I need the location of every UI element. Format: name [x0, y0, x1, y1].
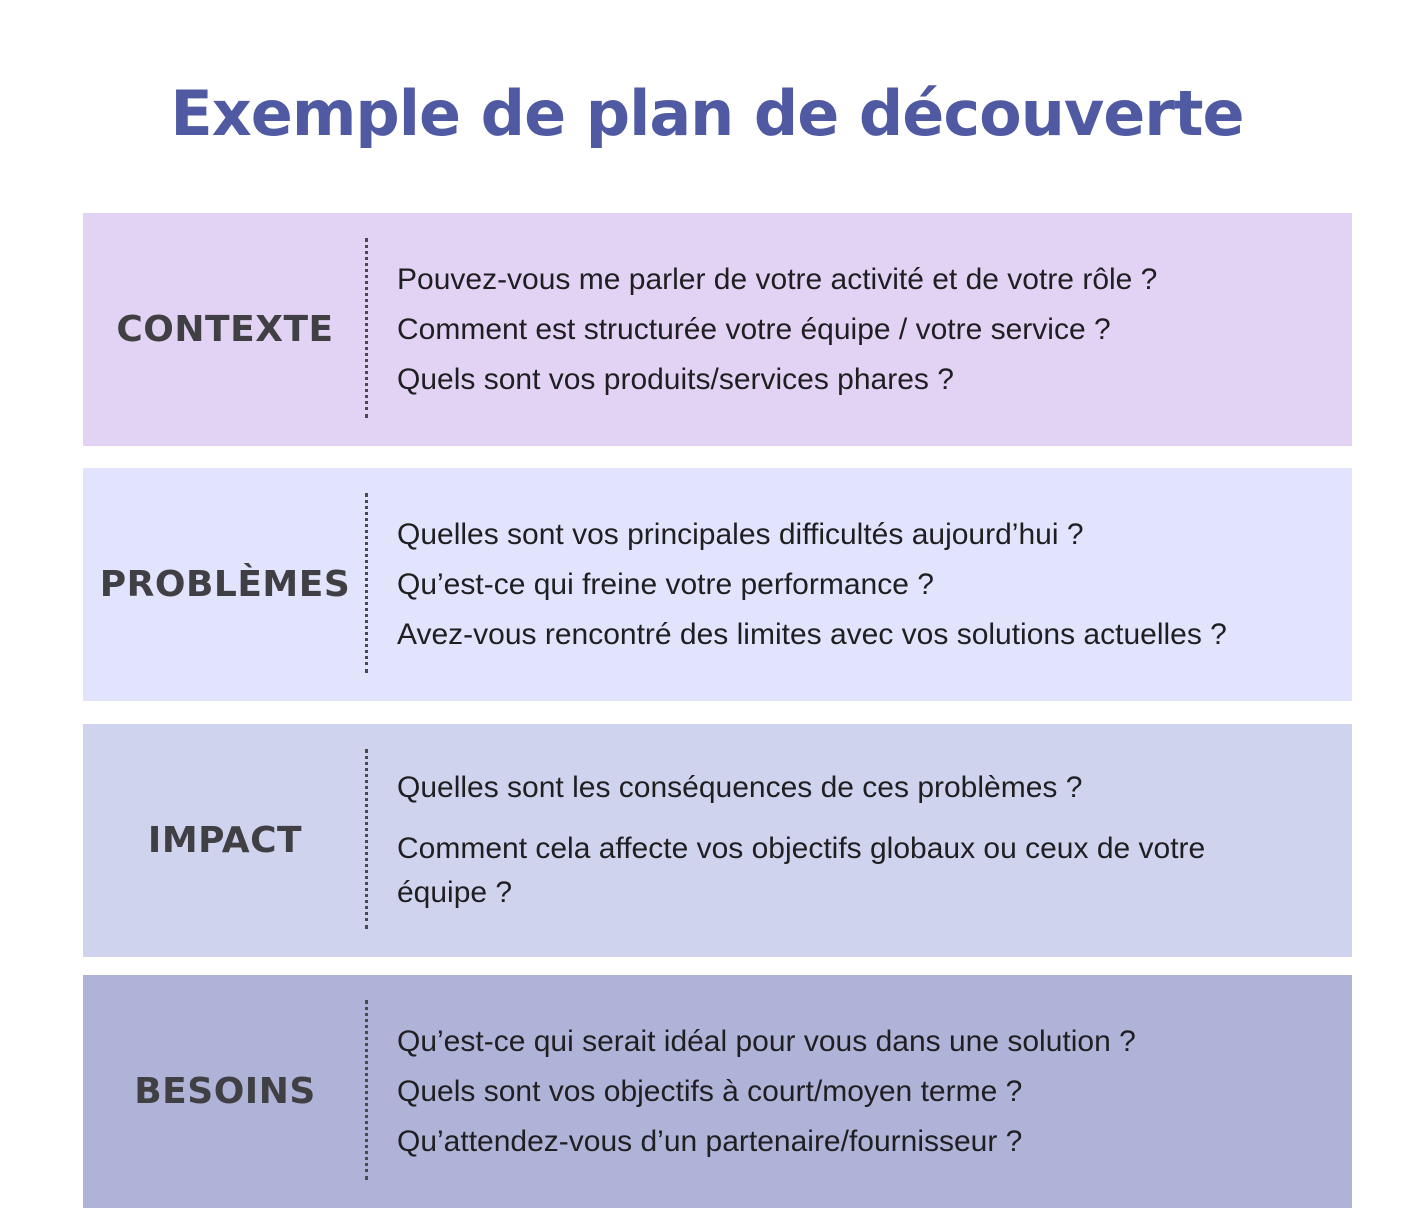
dotted-divider	[365, 238, 368, 418]
question-list	[397, 975, 1332, 1208]
question-item: Qu’est-ce qui serait idéal pour vous dans une solution ?	[397, 1024, 1136, 1058]
section-label: IMPACT	[147, 820, 303, 861]
question-item: Quelles sont les conséquences de ces problèmes ?	[397, 771, 1083, 804]
question-list	[397, 724, 1242, 957]
section-label: BESOINS	[134, 1071, 316, 1112]
question-item: Quelles sont vos principales difficultés aujourd’hui ?	[397, 517, 1084, 551]
page-title: Exemple de plan de découverte	[170, 77, 1244, 150]
question-list	[397, 213, 1332, 446]
question-item: Quels sont vos produits/services phares ?	[397, 362, 954, 396]
section-label: PROBLÈMES	[99, 564, 351, 605]
question-item: Quels sont vos objectifs à court/moyen terme ?	[397, 1074, 1023, 1108]
section-contexte	[83, 213, 1352, 446]
question-item: Comment est structurée votre équipe / votre service ?	[397, 312, 1111, 346]
dotted-divider	[365, 749, 368, 929]
section-impact	[83, 724, 1352, 957]
question-item: Pouvez-vous me parler de votre activité et de votre rôle ?	[397, 262, 1158, 296]
section-label: CONTEXTE	[116, 309, 334, 350]
question-list	[397, 468, 1332, 701]
dotted-divider	[365, 1000, 368, 1180]
question-item: Qu’attendez-vous d’un partenaire/fournisseur ?	[397, 1124, 1023, 1158]
question-item: Comment cela affecte vos objectifs globaux ou ceux de votre équipe ?	[397, 832, 1206, 909]
section-problemes	[83, 468, 1352, 701]
section-besoins	[83, 975, 1352, 1208]
question-item: Qu’est-ce qui freine votre performance ?	[397, 567, 934, 601]
question-item: Avez-vous rencontré des limites avec vos solutions actuelles ?	[397, 617, 1227, 651]
dotted-divider	[365, 493, 368, 673]
